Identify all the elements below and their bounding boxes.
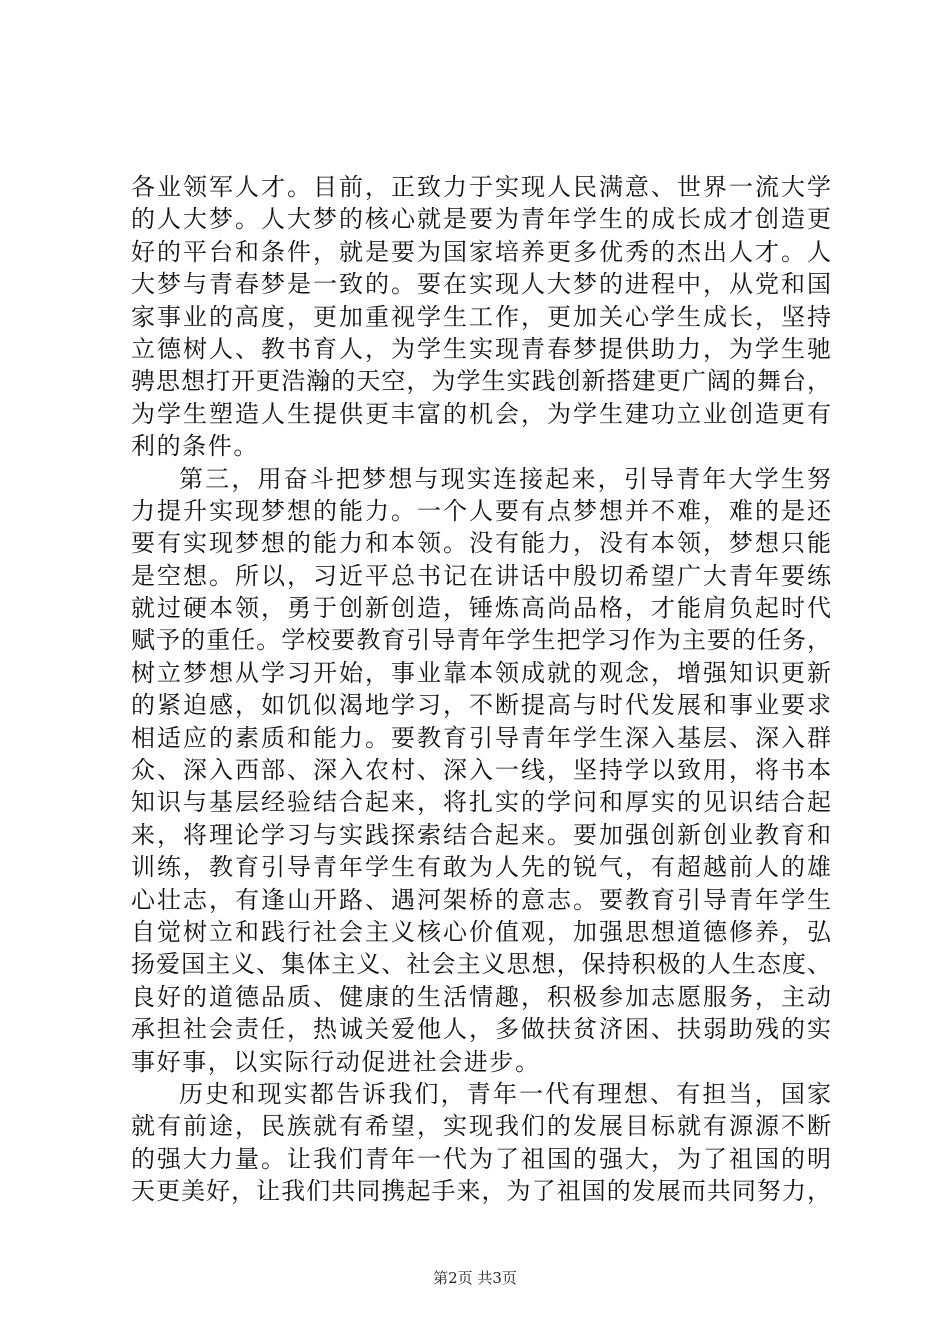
text-line: 大梦与青春梦是一致的。要在实现人大梦的进程中，从党和国 [131, 270, 831, 299]
text-line: 良好的道德品质、健康的生活情趣，积极参加志愿服务，主动 [131, 982, 831, 1011]
text-line: 好的平台和条件，就是要为国家培养更多优秀的杰出人才。人 [131, 237, 831, 266]
text-line: 家事业的高度，更加重视学生工作，更加关心学生成长，坚持 [131, 302, 831, 331]
text-line: 相适应的素质和能力。要教育引导青年学生深入基层、深入群 [131, 723, 831, 752]
text-line: 的强大力量。让我们青年一代为了祖国的强大，为了祖国的明 [131, 1144, 831, 1173]
text-line: 天更美好，让我们共同携起手来，为了祖国的发展而共同努力， [131, 1177, 831, 1206]
text-line: 立德树人、教书育人，为学生实现青春梦提供助力，为学生驰 [131, 334, 831, 363]
text-line: 的人大梦。人大梦的核心就是要为青年学生的成长成才创造更 [131, 205, 831, 234]
text-line: 扬爱国主义、集体主义、社会主义思想，保持积极的人生态度、 [131, 950, 831, 979]
text-line: 的紧迫感，如饥似渴地学习，不断提高与时代发展和事业要求 [131, 691, 831, 720]
text-line: 自觉树立和践行社会主义核心价值观，加强思想道德修养，弘 [131, 917, 831, 946]
text-line: 要有实现梦想的能力和本领。没有能力，没有本领，梦想只能 [131, 529, 831, 558]
document-body [131, 171, 831, 1208]
text-line: 赋予的重任。学校要教育引导青年学生把学习作为主要的任务， [131, 626, 831, 655]
text-line: 就有前途，民族就有希望，实现我们的发展目标就有源源不断 [131, 1112, 831, 1141]
paragraph-first-line: 第三，用奋斗把梦想与现实连接起来，引导青年大学生努 [179, 464, 831, 493]
text-line: 知识与基层经验结合起来，将扎实的学问和厚实的见识结合起 [131, 788, 831, 817]
text-line: 为学生塑造人生提供更丰富的机会，为学生建功立业创造更有 [131, 399, 831, 428]
text-line: 骋思想打开更浩瀚的天空，为学生实践创新搭建更广阔的舞台， [131, 367, 831, 396]
text-line: 众、深入西部、深入农村、深入一线，坚持学以致用，将书本 [131, 756, 831, 785]
text-line: 各业领军人才。目前，正致力于实现人民满意、世界一流大学 [131, 173, 831, 201]
text-line: 就过硬本领，勇于创新创造，锤炼高尚品格，才能肩负起时代 [131, 594, 831, 623]
text-line: 力提升实现梦想的能力。一个人要有点梦想并不难，难的是还 [131, 496, 831, 525]
text-line: 来，将理论学习与实践探索结合起来。要加强创新创业教育和 [131, 820, 831, 849]
text-line: 是空想。所以，习近平总书记在讲话中殷切希望广大青年要练 [131, 561, 831, 590]
text-line: 承担社会责任，热诚关爱他人，多做扶贫济困、扶弱助残的实 [131, 1015, 831, 1044]
text-line: 心壮志，有逢山开路、遇河架桥的意志。要教育引导青年学生 [131, 885, 831, 914]
page-number-footer: 第2页 共3页 [433, 1269, 517, 1287]
text-line: 树立梦想从学习开始，事业靠本领成就的观念，增强知识更新 [131, 658, 831, 687]
text-line: 训练，教育引导青年学生有敢为人先的锐气，有超越前人的雄 [131, 853, 831, 882]
text-line: 利的条件。 [131, 432, 259, 461]
paragraph-first-line: 历史和现实都告诉我们，青年一代有理想、有担当，国家 [179, 1079, 831, 1108]
text-line: 事好事，以实际行动促进社会进步。 [131, 1047, 541, 1076]
